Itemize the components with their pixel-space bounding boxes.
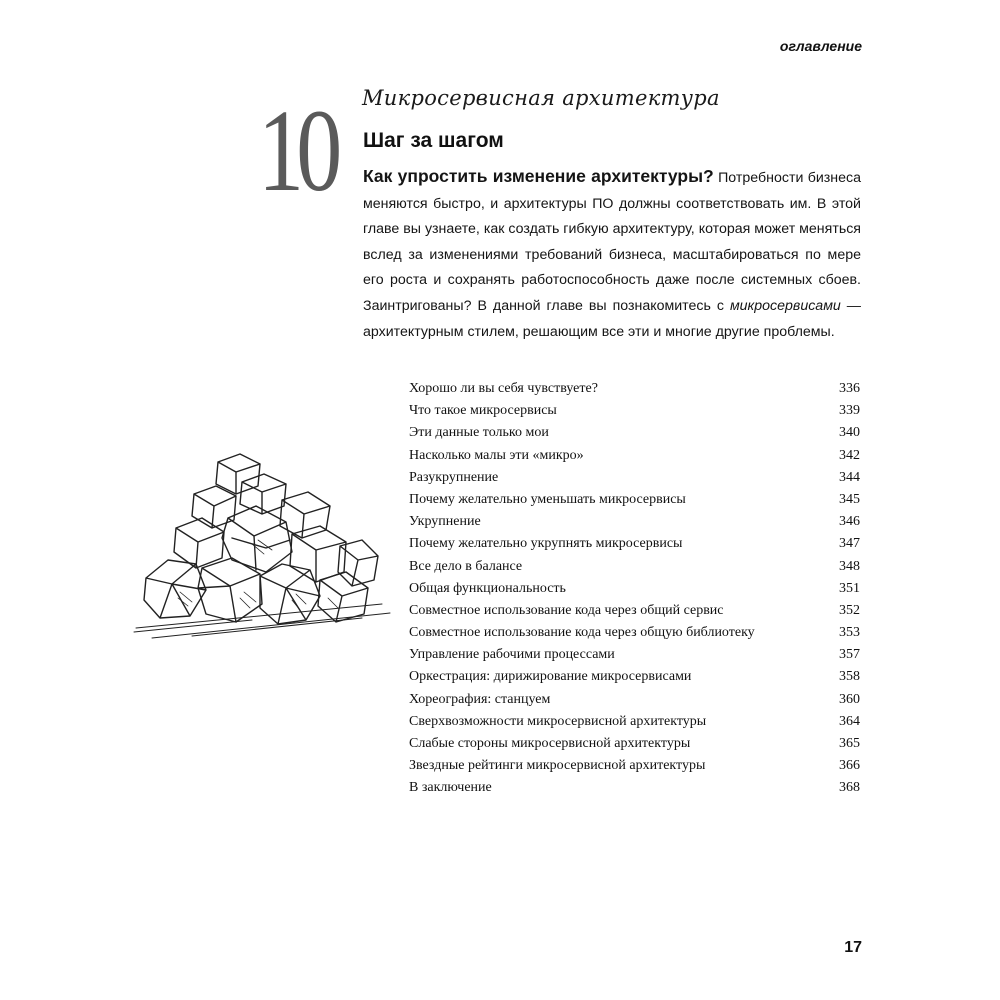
toc-entry-page: 336 [839,381,860,396]
toc-entry-title: Звездные рейтинги микросервисной архитектуры [409,758,706,774]
toc-entry-title: Укрупнение [409,514,481,530]
toc-entry[interactable] [409,489,860,511]
toc-entry-title: Эти данные только мои [409,425,549,441]
toc-entry-page: 345 [839,491,860,507]
toc-entry-title: Хорошо ли вы себя чувствуете? [409,381,598,396]
toc-entry-title: Совместное использование кода через общий сервис [409,602,724,618]
toc-entry[interactable] [409,533,860,555]
toc-entry[interactable] [409,378,860,400]
toc-entry[interactable] [409,511,860,533]
toc-entry-title: Сверхвозможности микросервисной архитектуры [409,713,707,729]
toc-entry-page: 342 [839,447,860,463]
toc-entry-page: 346 [839,514,860,530]
toc-entry[interactable] [409,467,860,489]
toc-entry-title: Насколько малы эти «микро» [409,447,584,463]
toc-entry[interactable] [409,777,860,799]
toc-entry-page: 364 [839,713,860,729]
toc-entry[interactable] [409,622,860,644]
toc-entry-page: 347 [839,536,860,552]
page-number: 17 [844,939,862,956]
toc-entry-title: Совместное использование кода через общую библиотеку [409,625,755,641]
gem-pile-icon [132,448,394,644]
toc-entry-page: 339 [839,403,860,419]
toc-entry-page: 351 [839,580,860,596]
toc-entry-page: 365 [839,736,860,751]
intro-lead: Как упростить изменение архитектуры? [363,166,714,186]
chapter-number: 10 [258,85,335,216]
toc-entry-title: Почему желательно укрупнять микросервисы [409,536,683,552]
toc-entry-page: 348 [839,558,860,574]
toc-entry-page: 357 [839,647,860,663]
toc-entry[interactable] [409,578,860,600]
toc-entry-title: Общая функциональность [409,580,566,596]
toc-entry-title: Все дело в балансе [409,558,523,574]
toc-entry[interactable] [409,600,860,622]
toc-entry[interactable] [409,400,860,422]
toc-entry-title: Что такое микросервисы [409,403,557,419]
toc-entry[interactable] [409,644,860,666]
toc-entry[interactable] [409,422,860,444]
toc-entry-page: 344 [839,469,860,485]
toc-entry-page: 368 [839,780,860,796]
toc-entry[interactable] [409,666,860,688]
toc-entry-title: Почему желательно уменьшать микросервисы [409,491,686,507]
toc-entry-title: Разукрупнение [409,469,499,485]
toc-entry-title: Управление рабочими процессами [409,647,615,663]
toc-entry[interactable] [409,689,860,711]
toc-entry-page: 360 [839,691,860,707]
intro-text-1: Потребности бизнеса меняются быстро, и архитектуры ПО должны соответствовать им. В этой главе вы узнаете, как создать гибкую архитектуру, которая может меняться вслед за изменениями требований бизнеса, масштабироваться по мере его роста и сохранять работоспособность даже после системных сбоев. Заинтригованы? В данной главе вы познакомитесь с [363,170,861,314]
toc-entry-title: В заключение [409,780,492,796]
toc-entry-page: 358 [839,669,860,685]
running-head: оглавление [779,38,862,54]
toc-entry[interactable] [409,755,860,777]
toc-entry[interactable] [409,556,860,578]
toc-entry[interactable] [409,711,860,733]
toc-entry-title: Хореография: станцуем [409,691,551,707]
chapter-kicker: Микросервисная архитектура [362,86,720,110]
toc-entry-page: 353 [839,625,860,641]
chapter-intro [363,164,861,345]
intro-emphasis: микросервисами [729,297,841,314]
chapter-title: Шаг за шагом [363,129,504,152]
toc-entry-title: Оркестрация: дирижирование микросервисами [409,669,692,685]
toc-entry[interactable] [409,733,860,755]
table-of-contents [409,378,860,800]
intro-text-2: — архитектурным стилем, решающим все эти и многие другие проблемы. [363,297,861,340]
toc-entry[interactable] [409,445,860,467]
toc-entry-page: 366 [839,758,860,774]
toc-entry-page: 340 [839,425,860,441]
toc-entry-page: 352 [839,602,860,618]
toc-entry-title: Слабые стороны микросервисной архитектуры [409,736,691,751]
